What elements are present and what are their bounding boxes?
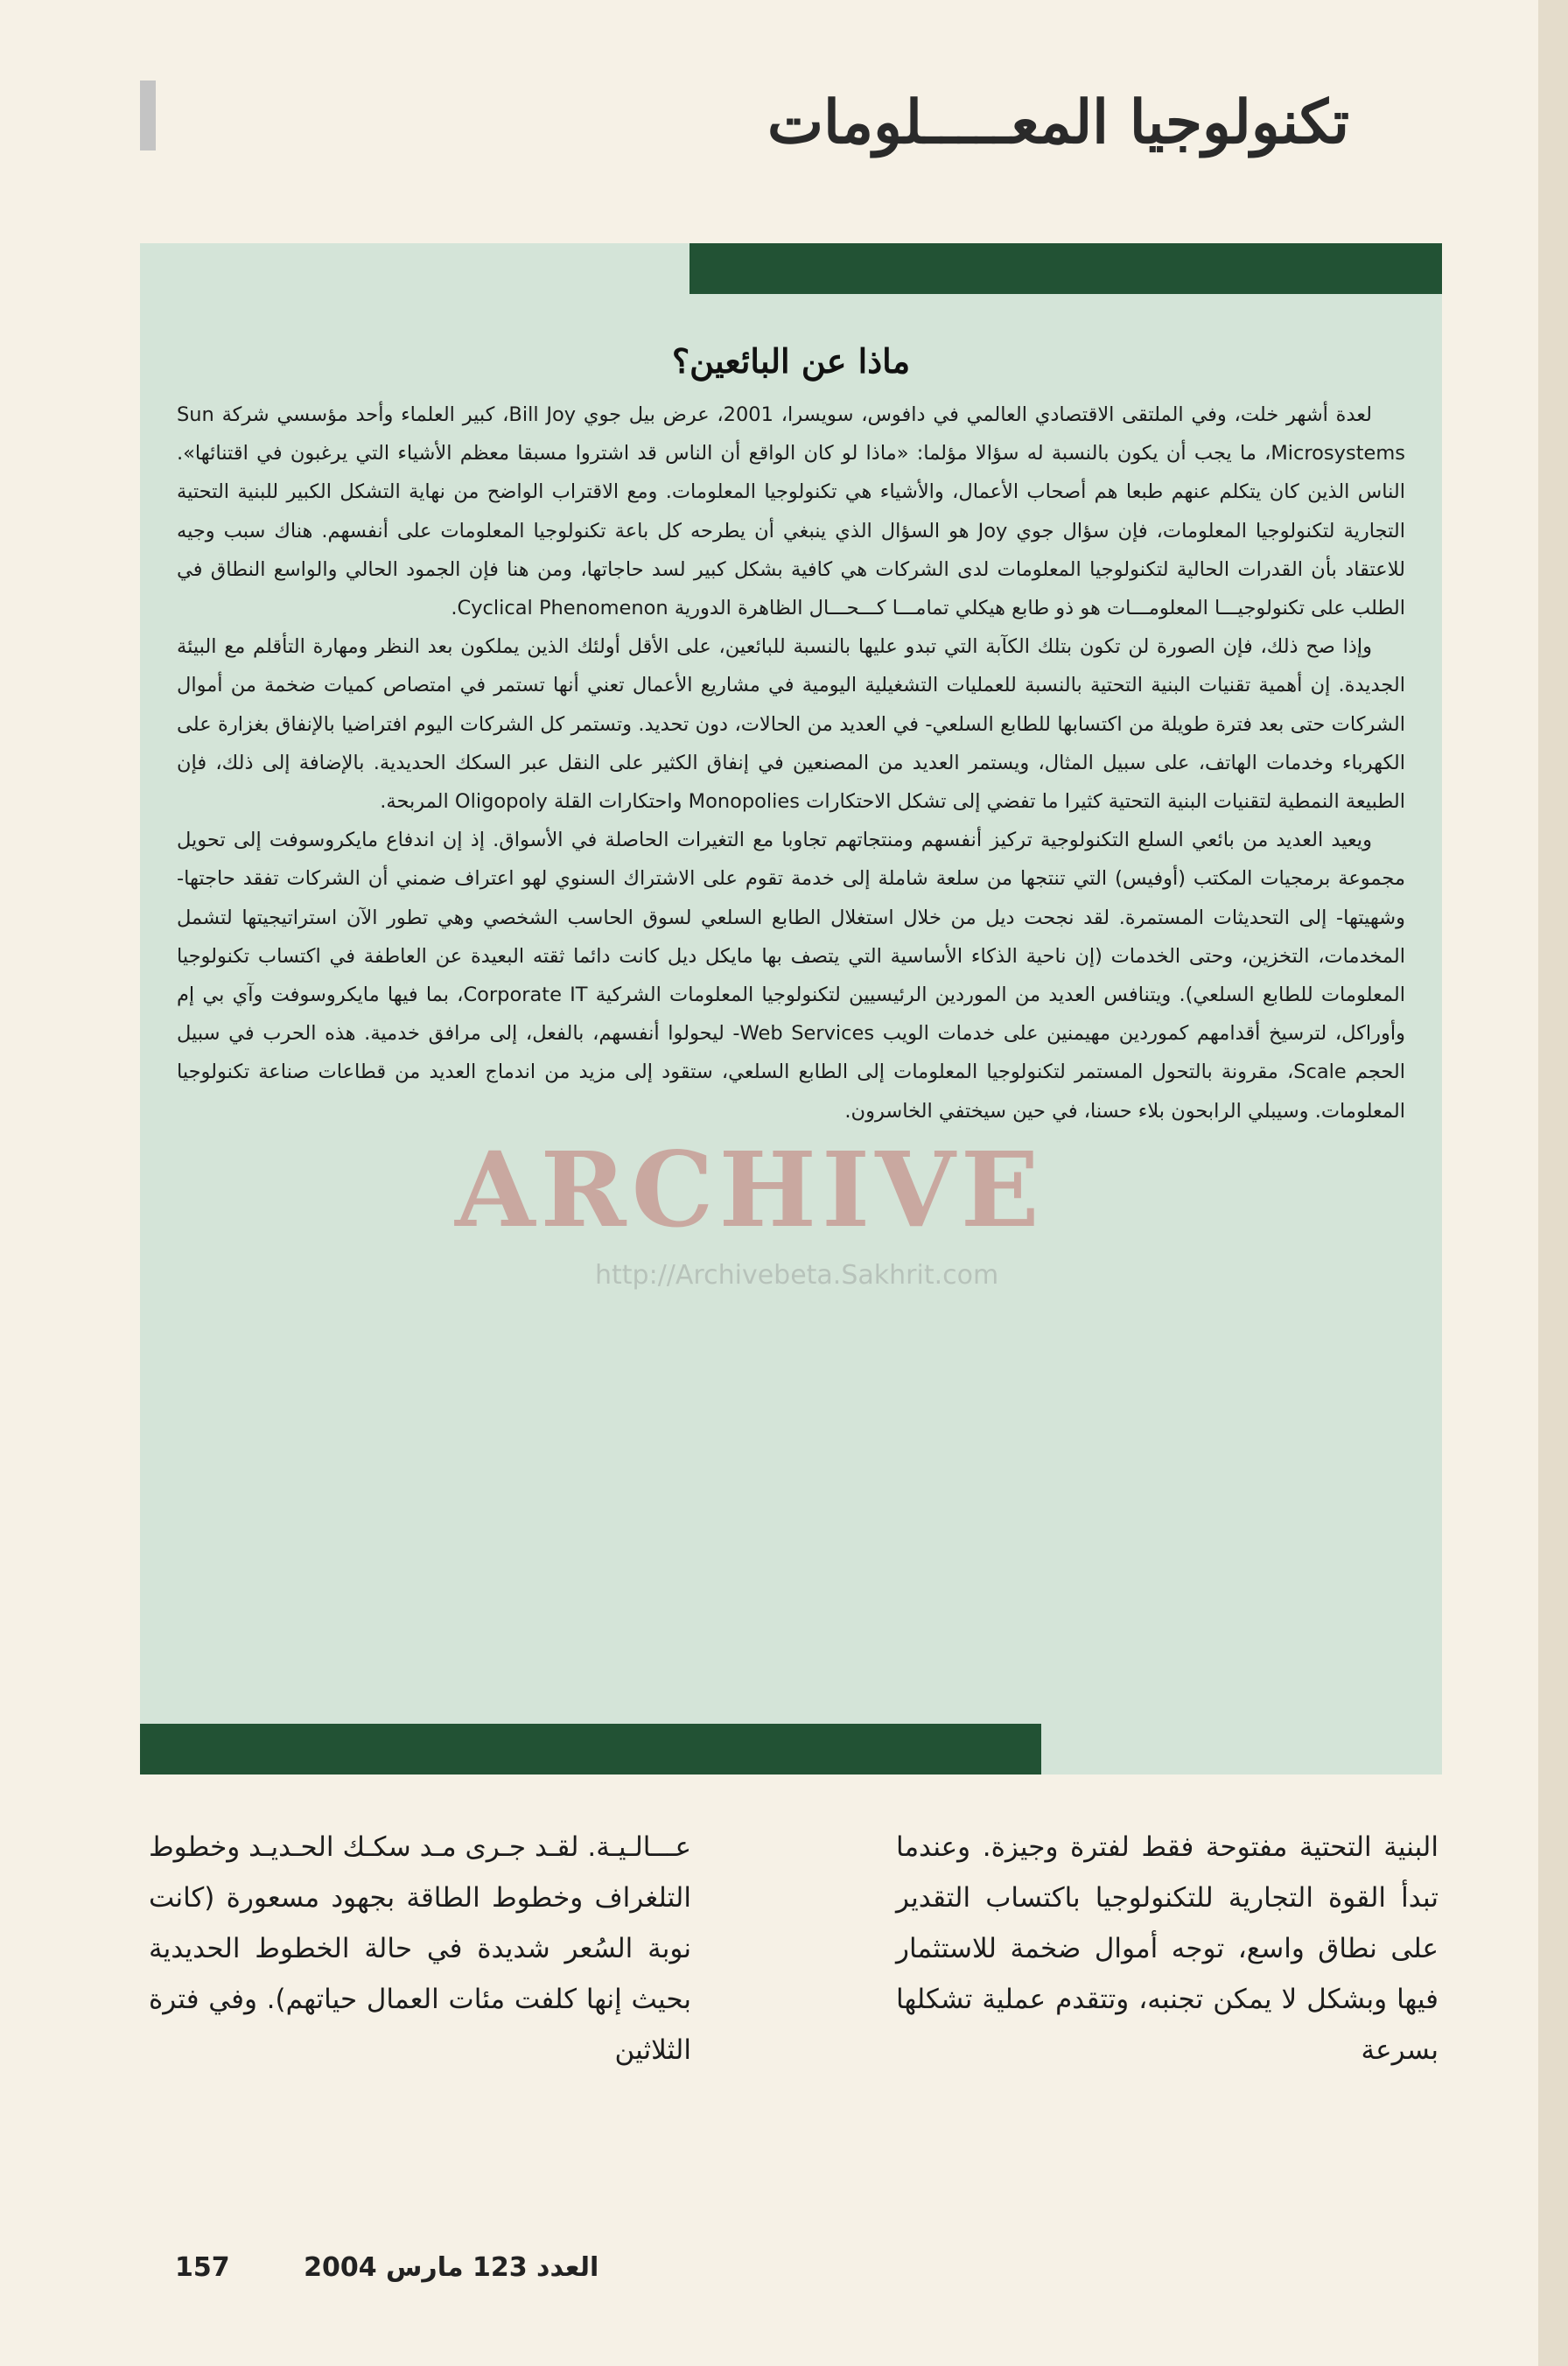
sidebar-body: [177, 396, 1405, 1130]
sidebar-title: ماذا عن البائعين؟: [671, 341, 911, 381]
body-column-left: [149, 1822, 691, 2076]
sidebar-paragraph-1: لعدة أشهر خلت، وفي الملتقى الاقتصادي العالمي في دافوس، سويسرا، 2001، عرض بيل جوي Bill Joy، كبير العلماء وأحد مؤسسي شركة Sun Microsystems، ما يجب أن يكون بالنسبة له سؤالا مؤلما: «ماذا لو كان الواقع أن الناس قد اشتروا مسبقا معظم الأشياء التي يرغبون في اقتنائها». الناس الذين كان يتكلم عنهم طبعا هم أصحاب الأعمال، والأشياء هي تكنولوجيا المعلومات. ومع الاقتراب الواضح من نهاية التشكل الكبير للبنية التحتية التجارية لتكنولوجيا المعلومات، فإن سؤال جوي Joy هو السؤال الذي ينبغي أن يطرحه كل باعة تكنولوجيا المعلومات على أنفسهم. هناك سبب وجيه للاعتقاد بأن القدرات الحالية لتكنولوجيا المعلومات لدى الشركات هي كافية بشكل كبير لسد حاجاتها، ومن هنا فإن الجمود الحالي والواسع النطاق في الطلب على تكنولوجيـــا المعلومـــات هو ذو طابع هيكلي تمامـــا كـــحـــال الظاهرة الدورية Cyclical Phenomenon.: [177, 403, 1405, 620]
page-number: 157: [175, 2252, 230, 2283]
sidebar-paragraph-3: ويعيد العديد من بائعي السلع التكنولوجية تركيز أنفسهم ومنتجاتهم تجاوبا مع التغيرات الحاصلة في الأسواق. إذ إن اندفاع مايكروسوفت إلى تحويل مجموعة برمجيات المكتب (أوفيس) التي تنتجها من سلعة شاملة إلى خدمة تقوم على الاشتراك السنوي لهو اعتراف ضمني أن الشركات تفقد حاجتها- وشهيتها- إلى التحديثات المستمرة. لقد نجحت ديل من خلال استغلال الطابع السلعي لسوق الحاسب الشخصي وهي تطور الآن استراتيجيتها لتشمل المخدمات، التخزين، وحتى الخدمات (إن ناحية الذكاء الأساسية التي يتصف بها مايكل ديل كانت دائما ثقته البعيدة عن العاطفة في اكتساب تكنولوجيا المعلومات للطابع السلعي). ويتنافس العديد من الموردين الرئيسيين لتكنولوجيا المعلومات الشركية Corporate IT، بما فيها مايكروسوفت وآي بي إم وأوراكل، لترسيخ أقدامهم كموردين مهيمنين على خدمات الويب Web Services- ليحولوا أنفسهم، بالفعل، إلى مرافق خدمية. هذه الحرب في سبيل الحجم Scale، مقرونة بالتحول المستمر لتكنولوجيا المعلومات إلى الطابع السلعي، ستقود إلى مزيد من اندماج العديد من قطاعات صناعة تكنولوجيا المعلومات. وسيبلي الرابحون بلاء حسنا، في حين سيختفي الخاسرون.: [177, 829, 1405, 1123]
sidebar-paragraph-2: وإذا صح ذلك، فإن الصورة لن تكون بتلك الكآبة التي تبدو عليها بالنسبة للبائعين، على الأقل أولئك الذين يملكون بعد النظر ومهارة التأقلم مع البيئة الجديدة. إن أهمية تقنيات البنية التحتية بالنسبة للعمليات التشغيلية اليومية في مشاريع الأعمال تعني أنها تستمر في امتصاص كميات ضخمة من أموال الشركات حتى بعد فترة طويلة من اكتسابها للطابع السلعي- في العديد من الحالات، دون تحديد. وتستمر كل الشركات اليوم افتراضيا بالإنفاق بغزارة على الكهرباء وخدمات الهاتف، على سبيل المثال، ويستمر العديد من المصنعين في إنفاق الكثير على النقل عبر السكك الحديدية. بالإضافة إلى ذلك، فإن الطبيعة النمطية لتقنيات البنية التحتية كثيرا ما تفضي إلى تشكل الاحتكارات Monopolies واحتكارات القلة Oligopoly المربحة.: [177, 635, 1405, 814]
section-title: تكنولوجيا المعـــــلومات: [766, 88, 1349, 158]
watermark-url: http://Archivebeta.Sakhrit.com: [595, 1260, 999, 1291]
sidebar-box: [140, 243, 1442, 1774]
sidebar-top-band: [690, 243, 1442, 294]
header-accent-bar: [140, 80, 156, 150]
body-column-right: [896, 1822, 1438, 2076]
body-text-left: عـــالـيـة. لقـد جـرى مـد سكـك الحـديـد وخطوط التلغراف وخطوط الطاقة بجهود مسعورة (كانت نوبة السُعر شديدة في حالة الخطوط الحديدية بحيث إنها كلفت مئات العمال حياتهم). وفي فترة الثلاثين: [149, 1831, 691, 2066]
issue-info: العدد 123 مارس 2004: [304, 2252, 599, 2283]
watermark-word: ARCHIVE: [455, 1129, 1045, 1250]
sidebar-bottom-band: [140, 1724, 1041, 1774]
page-edge: [1538, 0, 1568, 2366]
page-footer: [175, 2252, 598, 2283]
body-text-right: البنية التحتية مفتوحة فقط لفترة وجيزة. وعندما تبدأ القوة التجارية للتكنولوجيا باكتساب التقدير على نطاق واسع، توجه أموال ضخمة للاستثمار فيها وبشكل لا يمكن تجنبه، وتتقدم عملية تشكلها بسرعة: [896, 1831, 1438, 2066]
